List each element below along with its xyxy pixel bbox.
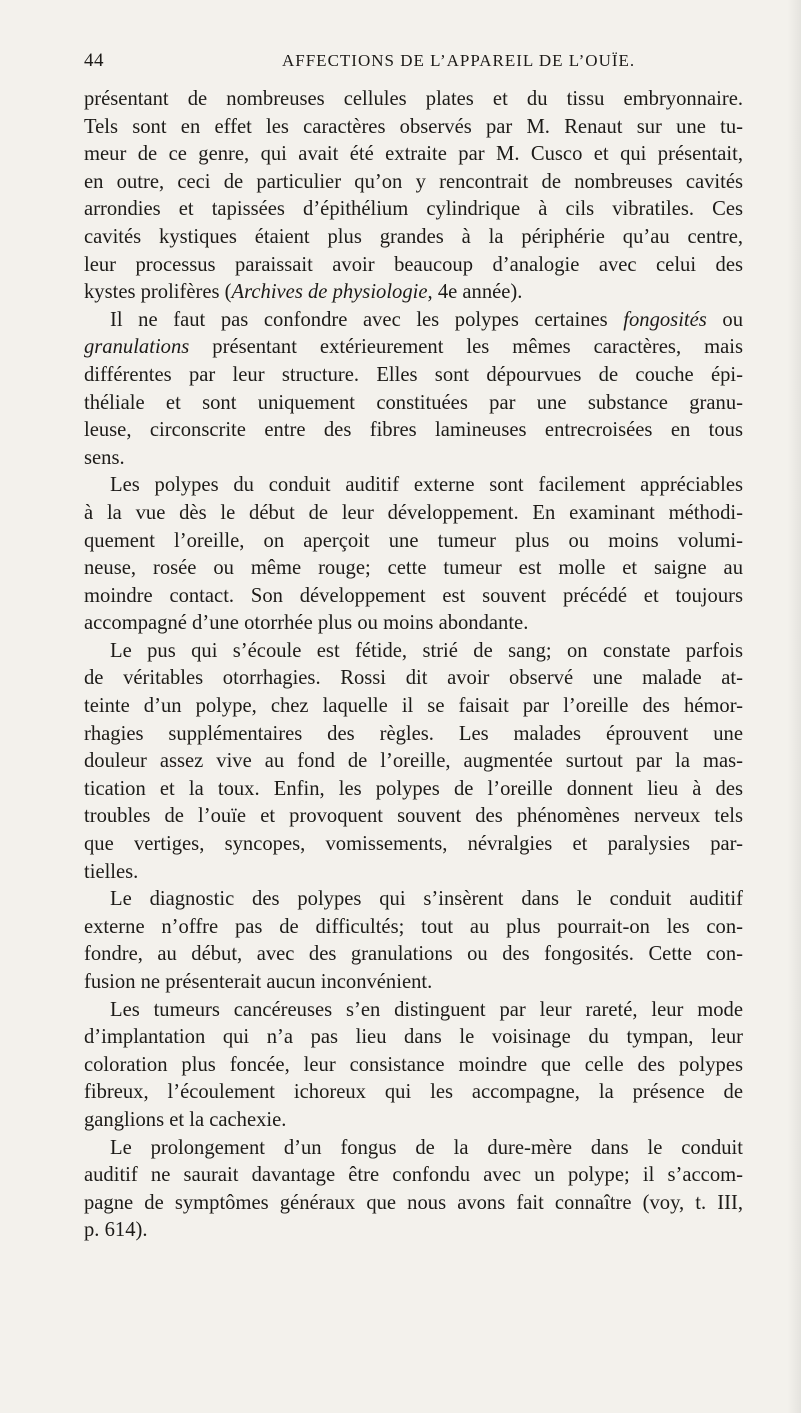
text-line: neuse, rosée ou même rouge; cette tumeur est molle et saigne au <box>84 557 743 580</box>
text-line: pagne de symptômes généraux que nous avons fait connaître (voy, t. III, <box>84 1191 743 1214</box>
text-line: cavités kystiques étaient plus grandes à la périphérie qu’au centre, <box>84 225 743 248</box>
text-line: accompagné d’une otorrhée plus ou moins abondante. <box>84 612 529 635</box>
text-line: quement l’oreille, on aperçoit une tumeur plus ou moins volumi- <box>84 529 743 552</box>
text-line: troubles de l’ouïe et provoquent souvent des phénomènes nerveux tels <box>84 805 743 828</box>
text-line: fusion ne présenterait aucun inconvénient. <box>84 971 433 993</box>
text-line: Le diagnostic des polypes qui s’insèrent dans le conduit auditif <box>110 888 743 911</box>
text-line: rhagies supplémentaires des règles. Les malades éprouvent une <box>84 722 743 745</box>
text-line: en outre, ceci de particulier qu’on y rencontrait de nombreuses cavités <box>84 170 743 193</box>
text-line: Le prolongement d’un fongus de la dure-mère dans le conduit <box>110 1136 743 1159</box>
text-line: leur processus paraissait avoir beaucoup d’analogie avec celui des <box>84 253 743 276</box>
text-line: à la vue dès le début de leur développement. En examinant méthodi- <box>84 501 743 524</box>
text-line: kystes prolifères (Archives de physiologie, 4e année). <box>84 281 523 304</box>
text-line: granulations présentant extérieurement les mêmes caractères, mais <box>84 336 743 359</box>
text-line: différentes par leur structure. Elles sont dépourvues de couche épi- <box>84 363 743 386</box>
paragraph <box>84 1135 743 1245</box>
text-line: tication et la toux. Enfin, les polypes de l’oreille donnent lieu à des <box>84 777 743 800</box>
text-line: douleur assez vive au fond de l’oreille, augmentée surtout par la mas- <box>84 750 743 773</box>
paragraph <box>84 86 743 307</box>
text-line: p. 614). <box>84 1219 148 1242</box>
text-line: tielles. <box>84 860 139 883</box>
text-line: moindre contact. Son développement est souvent précédé et toujours <box>84 584 743 607</box>
text-line: arrondies et tapissées d’épithélium cylindrique à cils vibratiles. Ces <box>84 198 743 221</box>
text-line: ganglions et la cachexie. <box>84 1108 287 1131</box>
text-line: fondre, au début, avec des granulations ou des fongosités. Cette con- <box>84 943 743 966</box>
paragraph <box>84 638 743 886</box>
text-line: que vertiges, syncopes, vomissements, névralgies et paralysies par- <box>84 833 743 856</box>
text-line: sens. <box>84 446 125 469</box>
text-line: Les polypes du conduit auditif externe sont facilement appréciables <box>110 474 743 497</box>
text-line: leuse, circonscrite entre des fibres lamineuses entrecroisées en tous <box>84 419 743 442</box>
text-line: théliale et sont uniquement constituées par une substance granu- <box>84 391 743 414</box>
text-line: présentant de nombreuses cellules plates et du tissu embryonnaire. <box>84 88 743 110</box>
paragraph <box>84 472 743 638</box>
text-line: d’implantation qui n’a pas lieu dans le voisinage du tympan, leur <box>84 1026 743 1049</box>
running-title: AFFECTIONS DE L’APPAREIL DE L’OUÏE. <box>282 51 636 70</box>
page-number: 44 <box>84 50 104 71</box>
text-line: teinte d’un polype, chez laquelle il se faisait par l’oreille des hémor- <box>84 695 743 718</box>
text-line: Tels sont en effet les caractères observés par M. Renaut sur une tu- <box>84 115 743 138</box>
text-line: coloration plus foncée, leur consistance moindre que celle des polypes <box>84 1053 743 1076</box>
text-line: meur de ce genre, qui avait été extraite par M. Cusco et qui présentait, <box>84 143 743 166</box>
text-line: fibreux, l’écoulement ichoreux qui les accompagne, la présence de <box>84 1081 743 1104</box>
body-text <box>84 86 743 1245</box>
text-line: Le pus qui s’écoule est fétide, strié de sang; on constate parfois <box>110 639 743 662</box>
text-line: externe n’offre pas de difficultés; tout au plus pourrait-on les con- <box>84 915 743 938</box>
text-line: de véritables otorrhagies. Rossi dit avoir observé une malade at- <box>84 667 743 690</box>
text-line: auditif ne saurait davantage être confondu avec un polype; il s’accom- <box>84 1164 743 1187</box>
paragraph <box>84 886 743 996</box>
text-line: Il ne faut pas confondre avec les polypes certaines fongosités ou <box>110 308 743 331</box>
paragraph <box>84 307 743 473</box>
paragraph <box>84 997 743 1135</box>
text-line: Les tumeurs cancéreuses s’en distinguent par leur rareté, leur mode <box>110 998 743 1021</box>
running-header <box>84 50 743 86</box>
page-edge-shadow <box>787 0 801 1413</box>
